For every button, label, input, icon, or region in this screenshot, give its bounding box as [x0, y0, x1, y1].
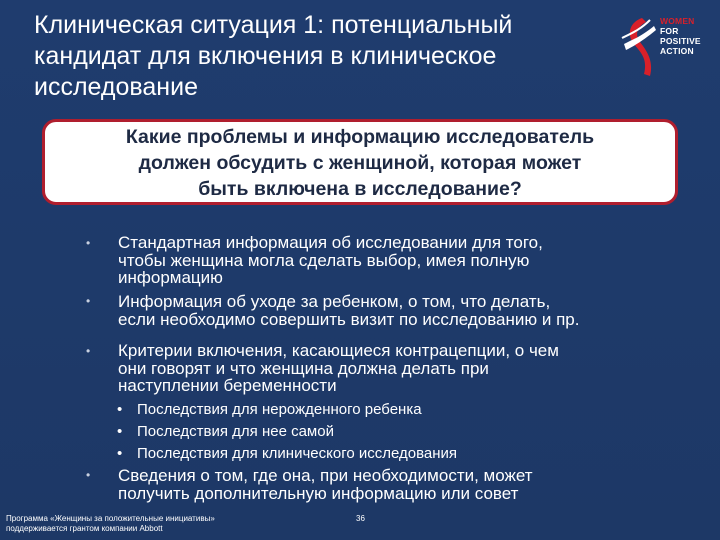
logo-text — [660, 16, 701, 56]
bullet-icon: • — [86, 344, 91, 358]
list-item: Сведения о том, где она, при необходимости, может получить дополнительную информацию или совет — [118, 466, 533, 503]
sub-bullet-icon: • — [117, 401, 123, 418]
list-item: Информация об уходе за ребенком, о том, что делать, если необходимо совершить визит по исследованию и пр. — [118, 292, 580, 329]
bullet-icon: • — [86, 468, 91, 482]
logo-women: WOMEN — [660, 16, 695, 26]
bullet-icon: • — [86, 294, 91, 308]
ribbon-icon — [620, 14, 660, 84]
slide-title: Клиническая ситуация 1: потенциальный кандидат для включения в клиническое исследование — [34, 11, 513, 101]
sub-bullet-icon: • — [117, 445, 123, 462]
footer-note: Программа «Женщины за положительные инициативы» поддерживается грантом компании Abbott — [6, 514, 215, 533]
logo-rest: FOR POSITIVE ACTION — [660, 26, 701, 56]
bullet-icon: • — [86, 236, 91, 250]
sub-list-item: Последствия для клинического исследования — [137, 445, 458, 462]
list-item: Стандартная информация об исследовании для того, чтобы женщина могла сделать выбор, имея полную информацию — [118, 233, 543, 287]
sub-bullet-icon: • — [117, 423, 123, 440]
sub-list-item: Последствия для нее самой — [137, 423, 334, 440]
wfpa-logo — [620, 14, 715, 84]
list-item: Критерии включения, касающиеся контрацепции, о чем они говорят и что женщина должна делать при наступлении беременности — [118, 341, 559, 395]
question-text: Какие проблемы и информацию исследователь должен обсудить с женщиной, которая может быть включена в исследование? — [125, 126, 595, 200]
sub-list-item: Последствия для нерожденного ребенка — [137, 401, 422, 418]
question-box — [42, 119, 678, 205]
page-number: 36 — [356, 514, 365, 523]
